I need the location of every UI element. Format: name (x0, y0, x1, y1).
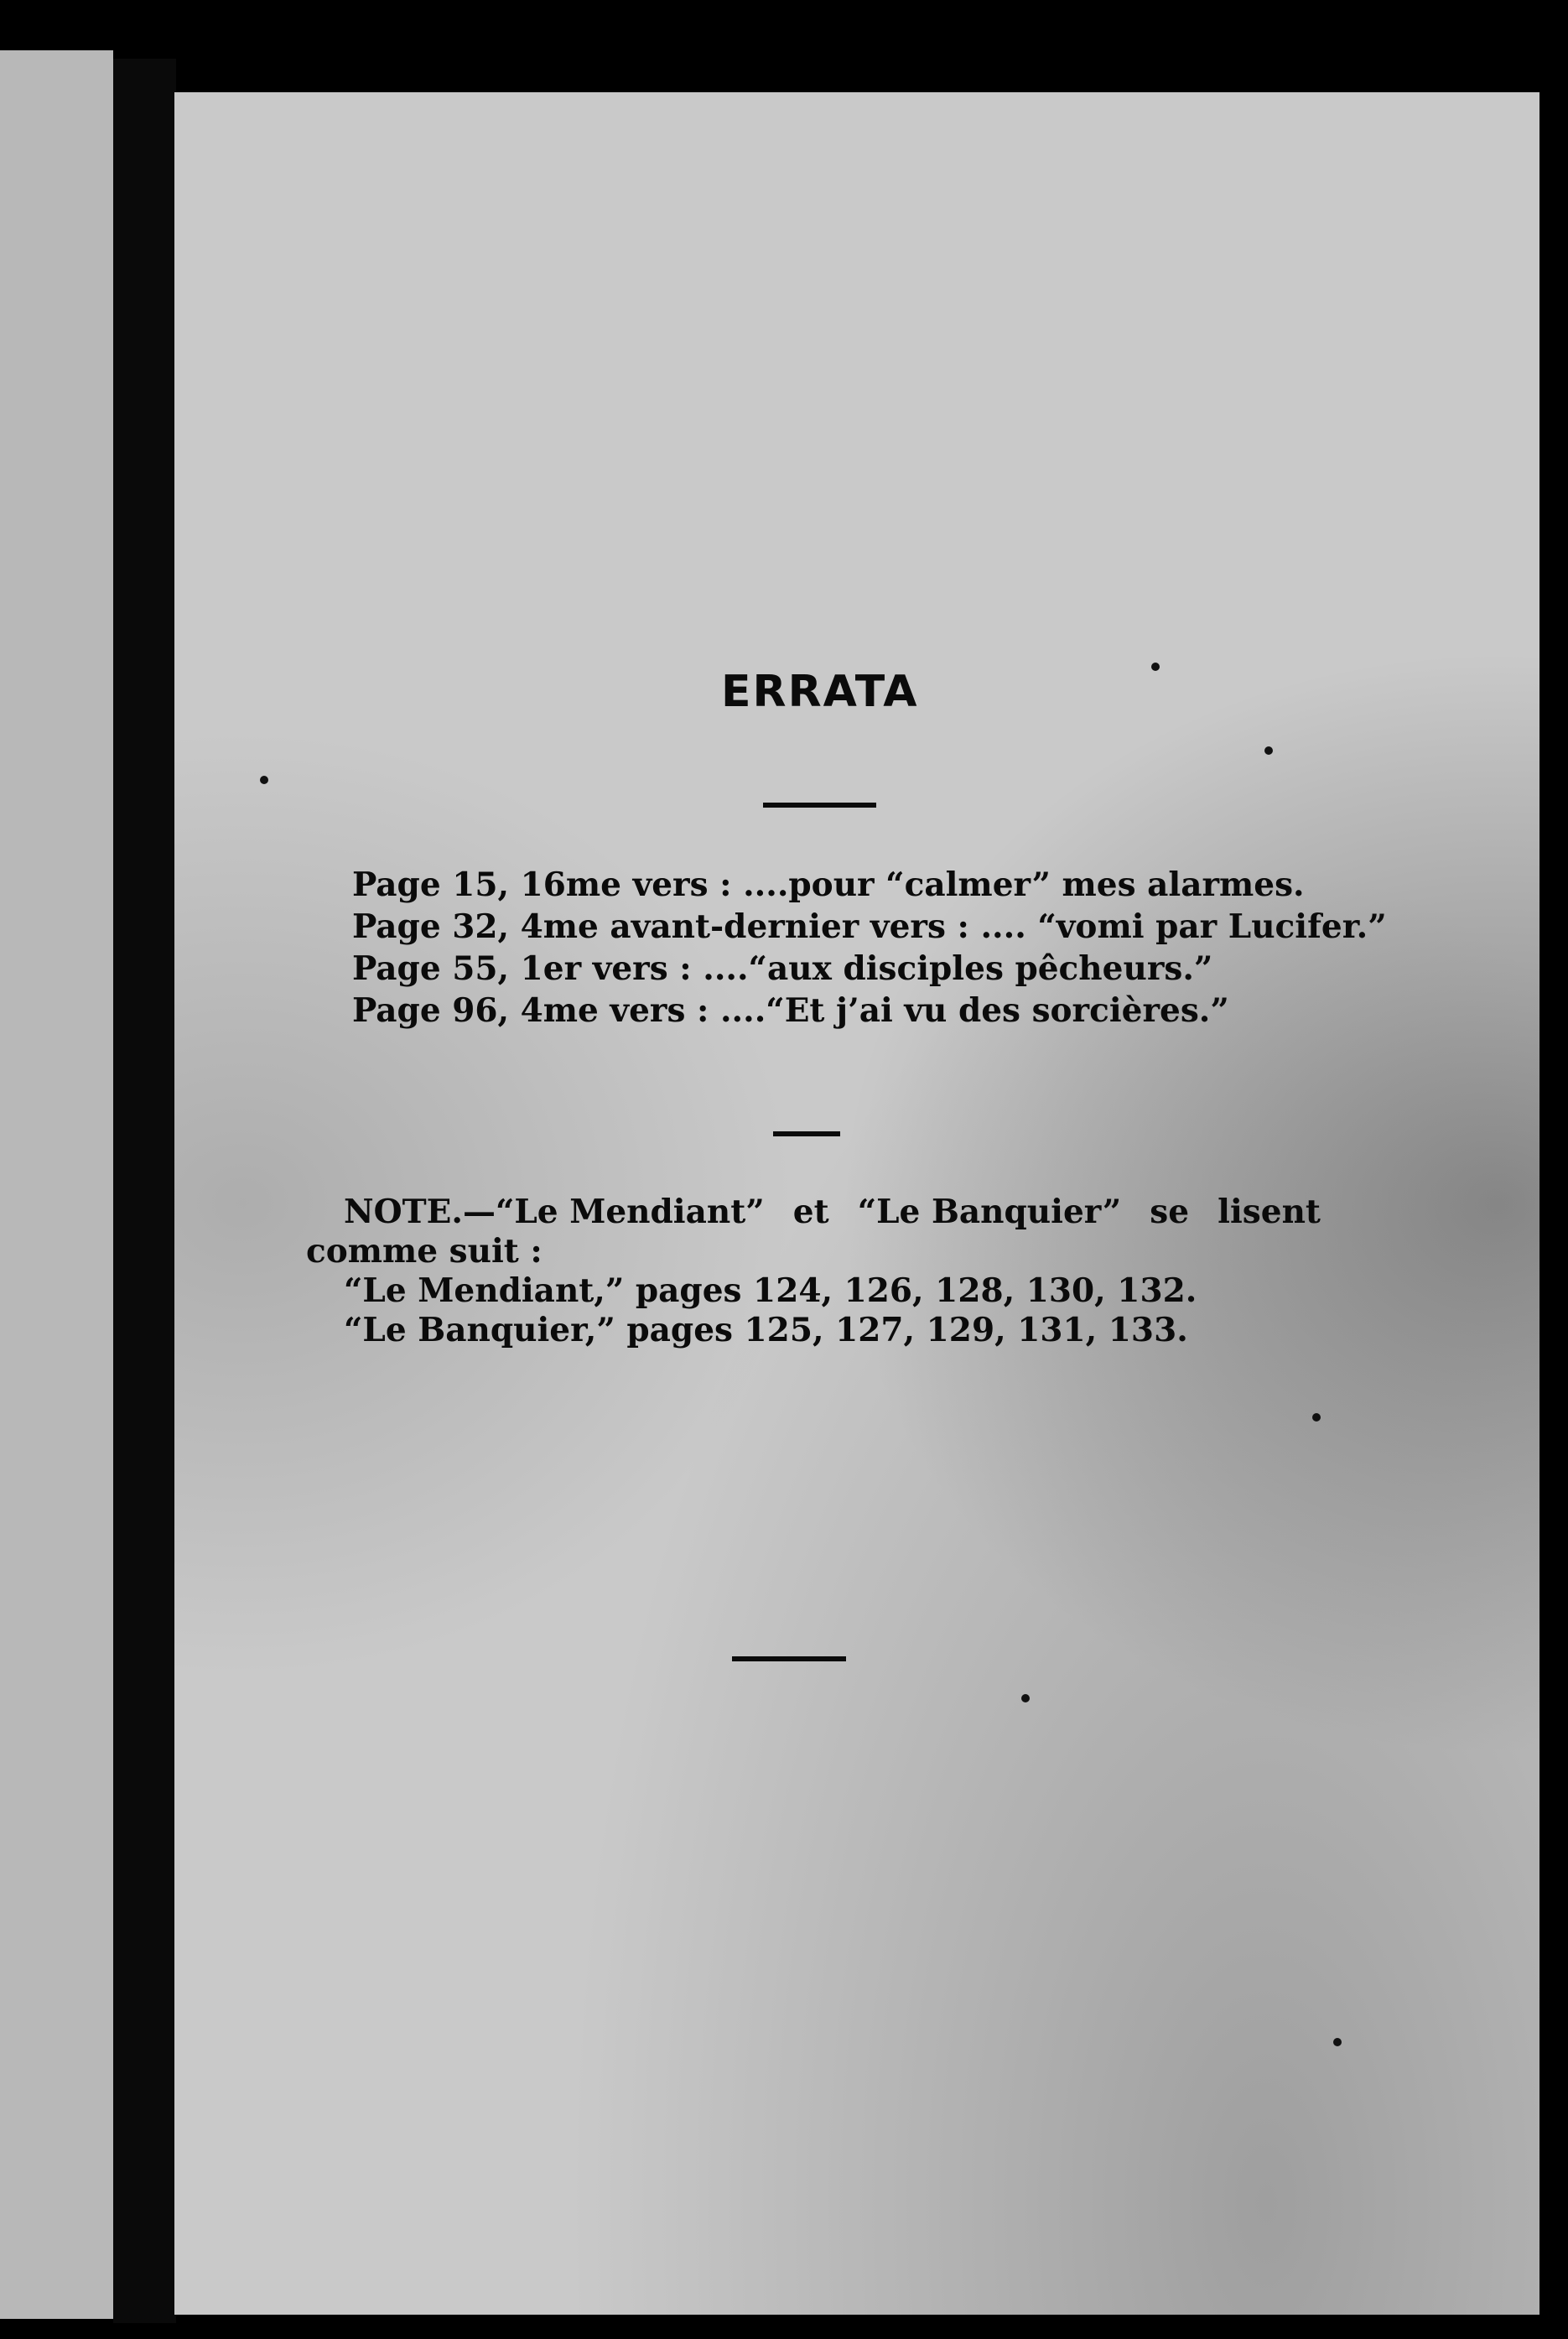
divider-rule (763, 803, 876, 808)
page-title: ERRATA (721, 667, 919, 717)
note-text: se (1150, 1193, 1190, 1231)
ink-speck (1312, 1413, 1321, 1422)
errata-item: Page 96, 4me vers : ....“Et j’ai vu des sorcières.” (352, 991, 1229, 1030)
note-text: NOTE.—“Le Mendiant” (344, 1193, 765, 1231)
ink-speck (1333, 2038, 1342, 2046)
note-text: lisent (1218, 1193, 1321, 1231)
errata-list (352, 864, 1387, 1032)
note-line-1 (306, 1193, 1321, 1232)
divider-rule (773, 1131, 840, 1136)
note-block (306, 1193, 1321, 1350)
ink-speck (1151, 663, 1160, 671)
note-text: et (792, 1193, 829, 1231)
ink-speck (1264, 746, 1273, 755)
divider-rule (732, 1656, 846, 1661)
note-line-3: “Le Mendiant,” pages 124, 126, 128, 130, 132. (344, 1271, 1197, 1310)
note-line-4: “Le Banquier,” pages 125, 127, 129, 131, 133. (344, 1311, 1188, 1349)
note-line-2: comme suit : (306, 1232, 543, 1271)
note-text: “Le Banquier” (857, 1193, 1122, 1231)
errata-item: Page 32, 4me avant-dernier vers : .... “vomi par Lucifer.” (352, 907, 1387, 946)
errata-item: Page 55, 1er vers : ....“aux disciples pêcheurs.” (352, 949, 1213, 988)
ink-speck (1021, 1694, 1030, 1702)
errata-item: Page 15, 16me vers : ....pour “calmer” mes alarmes. (352, 865, 1305, 904)
ink-speck (260, 776, 268, 784)
